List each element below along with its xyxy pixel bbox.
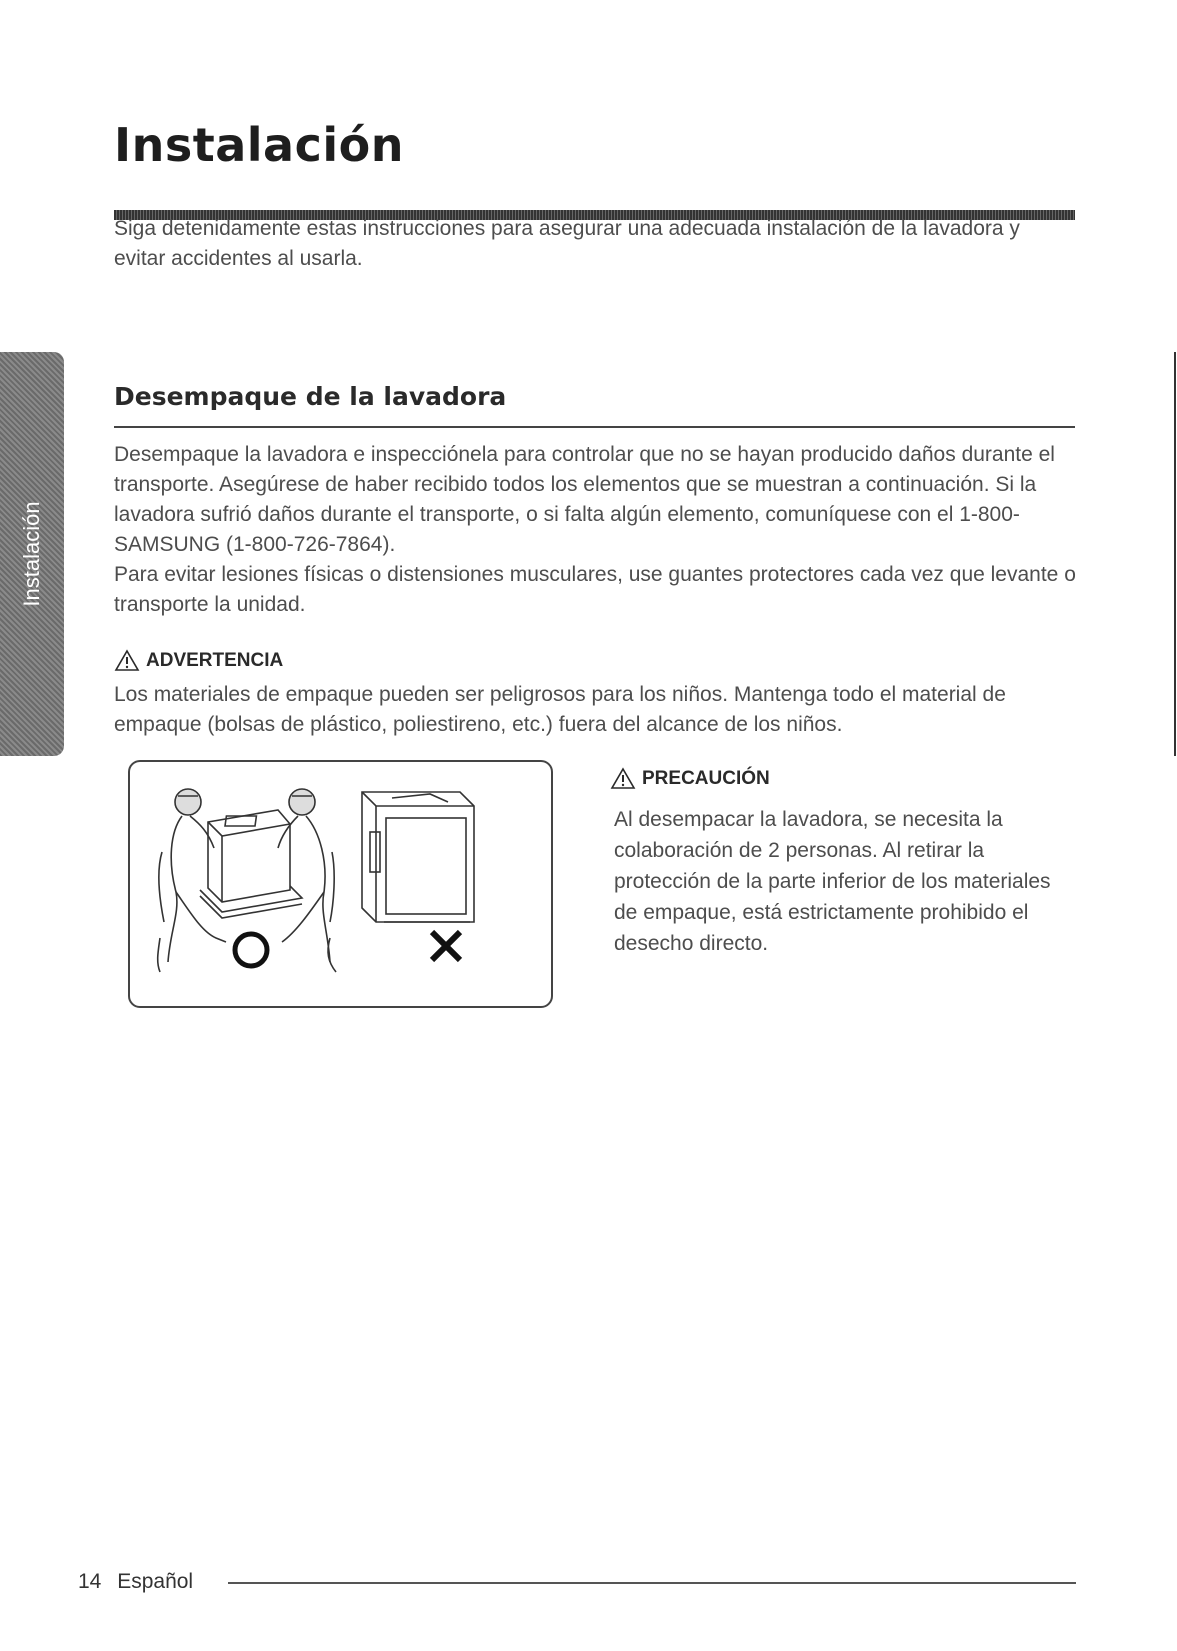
section-body	[114, 440, 1084, 620]
illustration-drawing	[130, 762, 551, 1006]
wrong-mark-icon	[432, 932, 460, 960]
section-paragraph-1: Desempaque la lavadora e inspecciónela para controlar que no se hayan producido daños durante el transporte. Asegúrese de haber recibido todos los elementos que se muestran a continuación. Si la lavadora sufrió daños durante el transporte, o si falta algún elemento, comuníquese con el 1-800-SAMSUNG (1-800-726-7864).	[114, 443, 1055, 556]
side-tab	[0, 352, 64, 756]
footer-rule	[228, 1582, 1076, 1584]
intro-text	[114, 214, 1074, 274]
page-footer	[78, 1570, 193, 1594]
correct-mark-icon	[235, 934, 267, 966]
right-edge-mark	[1174, 352, 1176, 756]
intro-paragraph: Siga detenidamente estas instrucciones para asegurar una adecuada instalación de la lavadora y evitar accidentes al usarla.	[114, 217, 1020, 270]
side-tab-label: Instalación	[19, 501, 44, 607]
two-person-lift-illustration	[158, 789, 336, 972]
warning-heading	[114, 648, 283, 674]
caution-label: PRECAUCIÓN	[642, 768, 770, 789]
caution-paragraph: Al desempacar la lavadora, se necesita la colaboración de 2 personas. Al retirar la protección de la parte inferior de los materiales de empaque, está estrictamente prohibido el desecho directo.	[614, 808, 1051, 955]
section-paragraph-2: Para evitar lesiones físicas o distensiones musculares, use guantes protectores cada vez que levante o transporte la unidad.	[114, 563, 1076, 616]
caution-heading	[610, 766, 770, 792]
unpacking-illustration	[128, 760, 553, 1008]
page-title: Instalación	[114, 118, 404, 172]
warning-triangle-icon	[114, 649, 140, 673]
warning-triangle-icon	[610, 767, 636, 791]
page-number: 14	[78, 1570, 102, 1593]
packaged-washer-illustration	[362, 792, 474, 922]
caution-text	[614, 804, 1074, 959]
warning-text: Los materiales de empaque pueden ser peligrosos para los niños. Mantenga todo el material de empaque (bolsas de plástico, poliestireno, etc.) fuera del alcance de los niños.	[114, 683, 1006, 736]
warning-label: ADVERTENCIA	[146, 650, 284, 671]
footer-language: Español	[117, 1570, 194, 1593]
section-rule	[114, 426, 1075, 428]
section-title: Desempaque de la lavadora	[114, 382, 507, 411]
